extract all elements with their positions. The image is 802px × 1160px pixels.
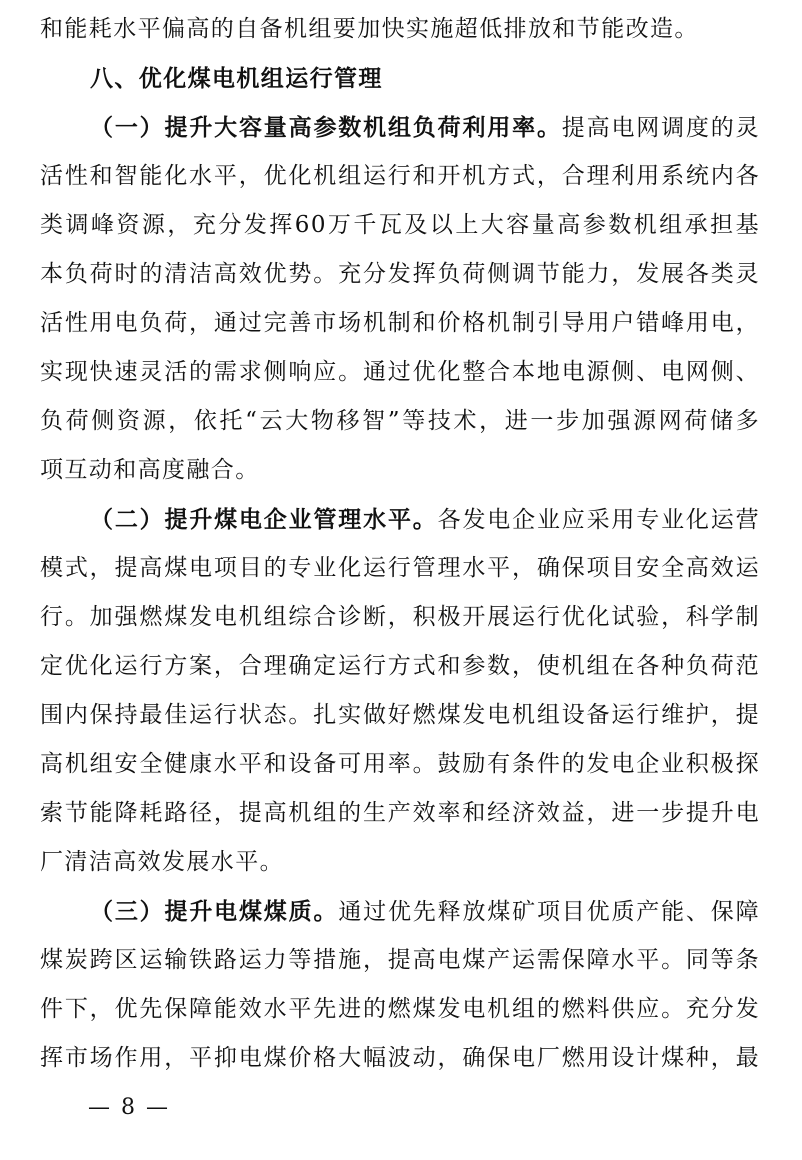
paragraph-first-line [40,103,760,152]
paragraph-text: 各发电企业应采用专业化运营 [437,507,760,533]
paragraph-lead-heading: （一）提升大容量高参数机组负荷利用率。 [90,114,562,141]
paragraph-text-line: 索节能降耗路径，提高机组的生产效率和经济效益，进一步提升电 [40,800,760,826]
paragraph-text: 通过优先释放煤矿项目优质产能、保障 [338,899,760,925]
paragraph-text-line: 高机组安全健康水平和设备可用率。鼓励有条件的发电企业积极探 [40,751,760,777]
paragraph-text-line: 活性和智能化水平，优化机组运行和开机方式，合理利用系统内各 [40,163,760,189]
paragraph-text-line: 行。加强燃煤发电机组综合诊断，积极开展运行优化试验，科学制 [40,604,760,630]
paragraph-text-line: 项互动和高度融合。 [40,457,260,483]
paragraph-text-line: 挥市场作用，平抑电煤价格大幅波动，确保电厂燃用设计煤种，最 [40,1045,760,1071]
section-heading: 八、优化煤电机组运行管理 [90,65,383,92]
paragraph-text-line: 件下，优先保障能效水平先进的燃煤发电机组的燃料供应。充分发 [40,996,760,1022]
paragraph-text-line: 类调峰资源，充分发挥60万千瓦及以上大容量高参数机组承担基 [40,212,760,238]
paragraph-text-line: 本负荷时的清洁高效优势。充分发挥负荷侧调节能力，发展各类灵 [40,261,760,287]
paragraph-3 [0,887,802,1083]
paragraph-text-line: 模式，提高煤电项目的专业化运行管理水平，确保项目安全高效运 [40,555,760,581]
carryover-text-line: 和能耗水平偏高的自备机组要加快实施超低排放和节能改造。 [40,16,699,42]
paragraph-text-line: 活性用电负荷，通过完善市场机制和价格机制引导用户错峰用电， [40,310,760,336]
paragraph-lead-heading: （二）提升煤电企业管理水平。 [90,506,438,533]
paragraph-text-line: 定优化运行方案，合理确定运行方式和参数，使机组在各种负荷范 [40,653,760,679]
paragraph-first-line [40,887,760,936]
paragraph-2 [0,495,802,887]
page-number: — 8 — [88,1095,170,1120]
paragraph-text-line: 厂清洁高效发展水平。 [40,849,284,875]
paragraph-lead-heading: （三）提升电煤煤质。 [90,898,339,925]
paragraph-text-line: 实现快速灵活的需求侧响应。通过优化整合本地电源侧、电网侧、 [40,359,760,385]
paragraph-1 [0,103,802,495]
paragraph-text-line: 围内保持最佳运行状态。扎实做好燃煤发电机组设备运行维护，提 [40,702,760,728]
paragraph-text-line: 煤炭跨区运输铁路运力等措施，提高电煤产运需保障水平。同等条 [40,947,760,973]
paragraph-text-line: 负荷侧资源，依托“云大物移智”等技术，进一步加强源网荷储多 [40,408,760,434]
paragraph-first-line [40,495,760,544]
paragraph-text: 提高电网调度的灵 [561,115,760,141]
